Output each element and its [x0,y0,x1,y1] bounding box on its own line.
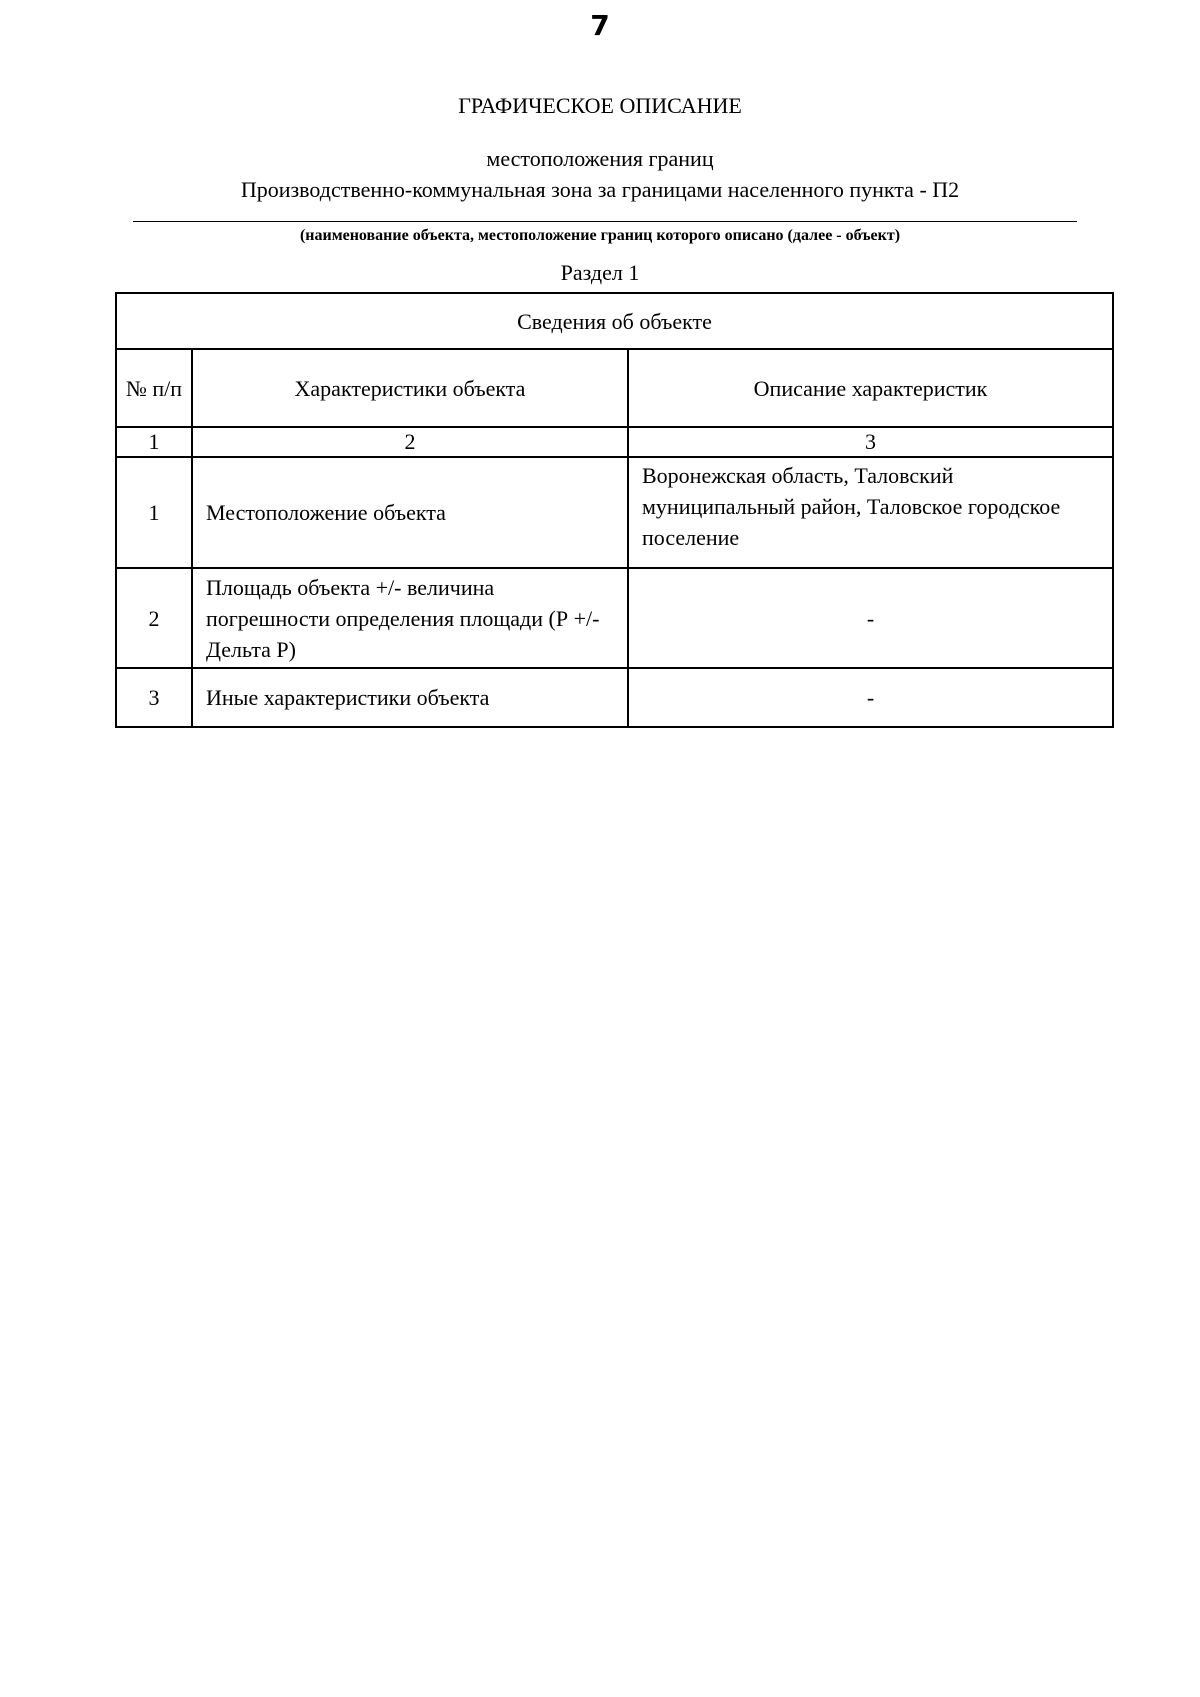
row-num: 3 [116,668,192,727]
table-row [116,668,1113,727]
row-characteristic: Иные характеристики объекта [192,668,628,727]
row-description: - [628,568,1113,668]
column-header-description: Описание характеристик [628,349,1113,427]
column-headers-row [116,349,1113,427]
object-name-underline [133,221,1077,222]
row-characteristic: Площадь объекта +/- величина погрешности определения площади (Р +/- Дельта Р) [192,568,628,668]
row-description: Воронежская область, Таловский муниципальный район, Таловское городское поселение [628,457,1113,568]
page-number: 7 [590,9,610,42]
column-numbers-row [116,427,1113,457]
table-row [116,457,1113,568]
table-header: Сведения об объекте [116,293,1113,349]
table-row [116,568,1113,668]
table-header-row [116,293,1113,349]
object-name-caption: (наименование объекта, местоположение границ которого описано (далее - объект) [299,227,901,244]
column-header-characteristics: Характеристики объекта [192,349,628,427]
row-description: - [628,668,1113,727]
document-subtitle: местоположения границ [486,146,714,171]
row-characteristic: Местоположение объекта [192,457,628,568]
document-title: ГРАФИЧЕСКОЕ ОПИСАНИЕ [458,93,742,118]
row-num: 1 [116,457,192,568]
section-label: Раздел 1 [560,260,640,285]
column-number: 2 [192,427,628,457]
column-header-num: № п/п [116,349,192,427]
object-info-table [115,292,1114,728]
column-number: 1 [116,427,192,457]
row-num: 2 [116,568,192,668]
object-name: Производственно-коммунальная зона за границами населенного пункта - П2 [240,177,960,202]
column-number: 3 [628,427,1113,457]
